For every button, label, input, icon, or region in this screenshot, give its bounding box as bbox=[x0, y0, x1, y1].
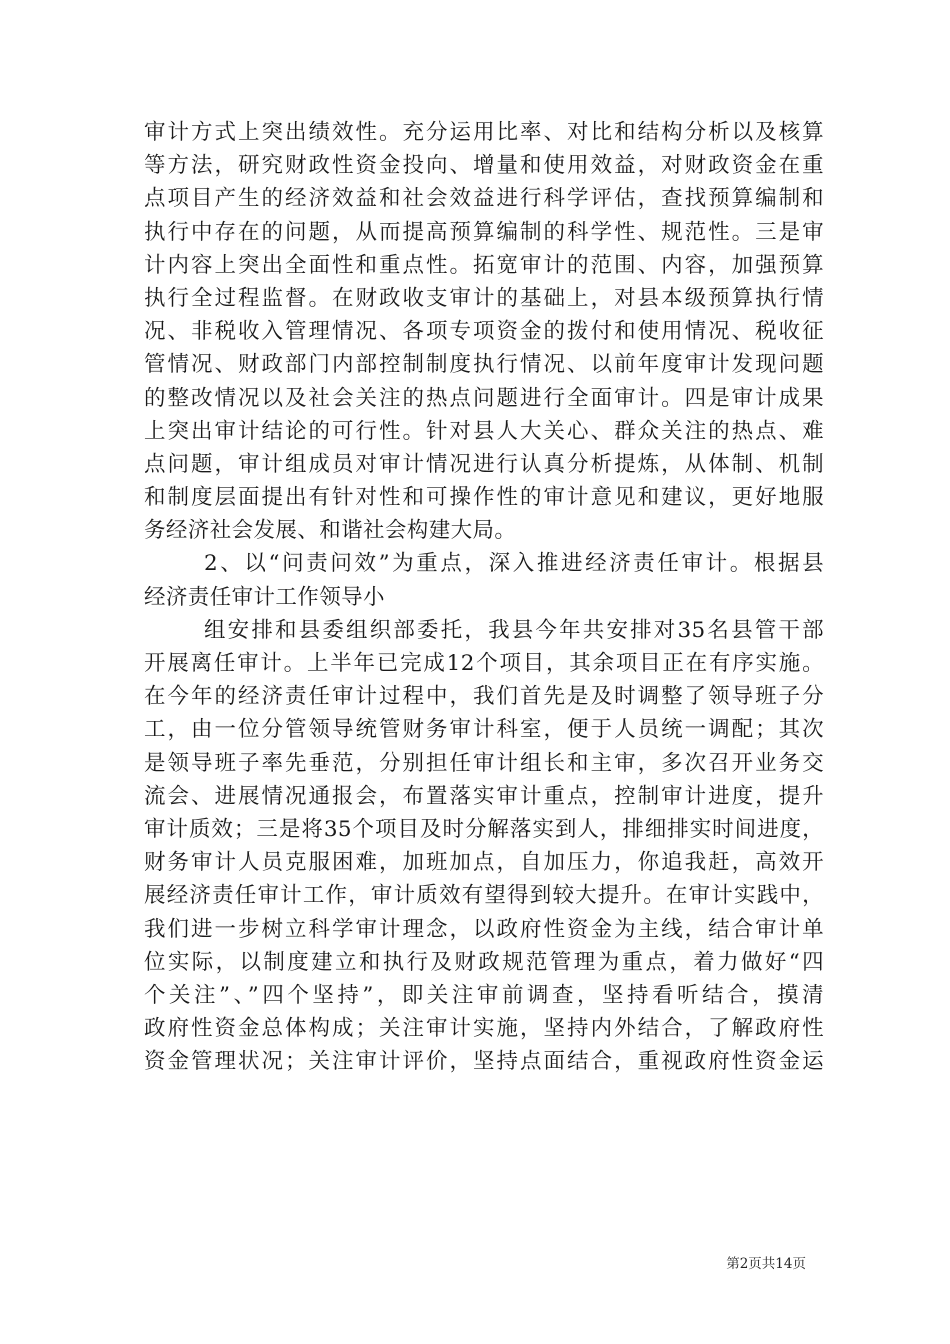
text-line: 上突出审计结论的可行性。针对县人大关心、群众关注的热点、难 bbox=[144, 418, 824, 444]
text-line: 务经济社会发展、和谐社会构建大局。 bbox=[144, 518, 517, 544]
text-line: 2、以“问责问效”为重点，深入推进经济责任审计。根据县 bbox=[204, 551, 824, 577]
text-line: 经济责任审计工作领导小 bbox=[144, 584, 385, 610]
text-line: 况、非税收入管理情况、各项专项资金的拨付和使用情况、税收征 bbox=[144, 319, 824, 345]
text-line: 的整改情况以及社会关注的热点问题进行全面审计。四是审计成果 bbox=[144, 385, 824, 411]
text-line: 点项目产生的经济效益和社会效益进行科学评估，查找预算编制和 bbox=[144, 186, 824, 212]
text-line: 等方法，研究财政性资金投向、增量和使用效益，对财政资金在重 bbox=[144, 153, 824, 179]
text-line: 财务审计人员克服困难，加班加点，自加压力，你追我赶，高效开 bbox=[144, 850, 824, 876]
text-line: 组安排和县委组织部委托，我县今年共安排对35名县管干部 bbox=[204, 617, 824, 643]
text-line: 工，由一位分管领导统管财务审计科室，便于人员统一调配；其次 bbox=[144, 717, 824, 743]
text-line: 开展离任审计。上半年已完成12个项目，其余项目正在有序实施。 bbox=[144, 651, 824, 676]
text-line: 在今年的经济责任审计过程中，我们首先是及时调整了领导班子分 bbox=[144, 684, 824, 710]
text-line: 管情况、财政部门内部控制制度执行情况、以前年度审计发现问题 bbox=[144, 352, 824, 378]
text-line: 审计质效；三是将35个项目及时分解落实到人，排细排实时间进度， bbox=[144, 816, 824, 842]
text-line: 我们进一步树立科学审计理念，以政府性资金为主线，结合审计单 bbox=[144, 916, 824, 942]
page-number: 第2页共14页 bbox=[726, 1256, 806, 1272]
body-text bbox=[144, 116, 824, 1078]
text-line: 审计方式上突出绩效性。充分运用比率、对比和结构分析以及核算 bbox=[144, 120, 824, 145]
text-line: 个关注”、”四个坚持”，即关注审前调查，坚持看听结合，摸清 bbox=[144, 982, 824, 1008]
text-line: 点问题，审计组成员对审计情况进行认真分析提炼，从体制、机制 bbox=[144, 451, 824, 477]
text-line: 位实际，以制度建立和执行及财政规范管理为重点，着力做好“四 bbox=[144, 949, 824, 975]
text-line: 展经济责任审计工作，审计质效有望得到较大提升。在审计实践中， bbox=[144, 883, 824, 909]
text-line: 政府性资金总体构成；关注审计实施，坚持内外结合，了解政府性 bbox=[144, 1016, 824, 1042]
text-line: 执行中存在的问题，从而提高预算编制的科学性、规范性。三是审 bbox=[144, 219, 824, 245]
text-line: 执行全过程监督。在财政收支审计的基础上，对县本级预算执行情 bbox=[144, 285, 824, 311]
text-line: 资金管理状况；关注审计评价，坚持点面结合，重视政府性资金运 bbox=[144, 1049, 824, 1075]
text-line: 计内容上突出全面性和重点性。拓宽审计的范围、内容，加强预算 bbox=[144, 252, 824, 278]
text-line: 是领导班子率先垂范，分别担任审计组长和主审，多次召开业务交 bbox=[144, 750, 824, 776]
text-line: 流会、进展情况通报会，布置落实审计重点，控制审计进度，提升 bbox=[144, 783, 824, 809]
text-line: 和制度层面提出有针对性和可操作性的审计意见和建议，更好地服 bbox=[144, 485, 824, 511]
